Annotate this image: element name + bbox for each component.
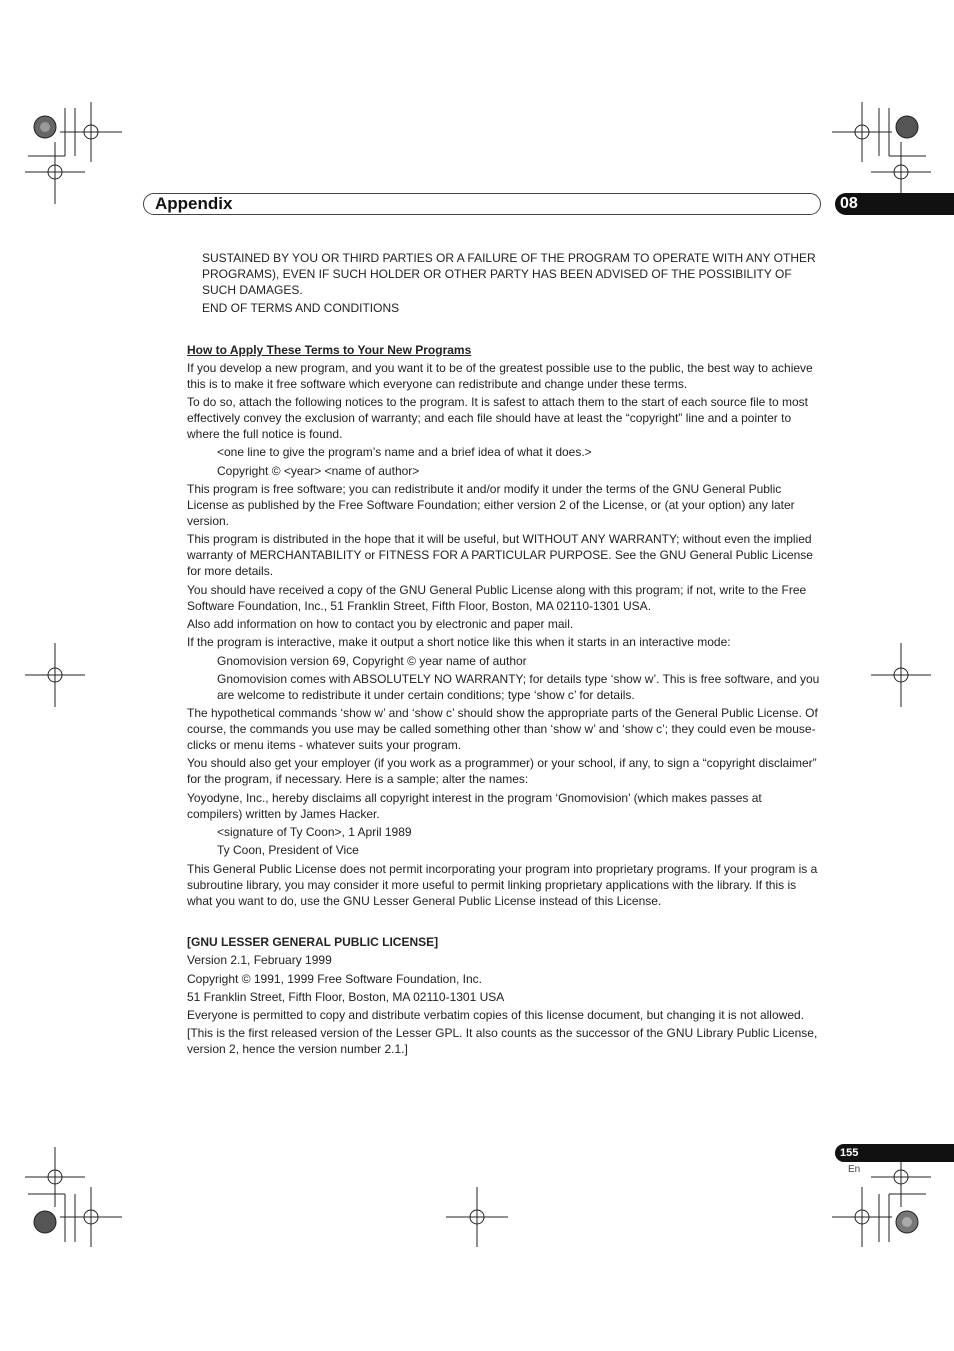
indented-line: <signature of Ty Coon>, 1 April 1989 xyxy=(217,825,412,840)
paragraph: You should also get your employer (if you work as a programmer) or your school, if any, to sign a “copyright disclaimer” for the program, if necessary. Here is a sample; alter the names: xyxy=(187,756,817,787)
paragraph: Also add information on how to contact you by electronic and paper mail. xyxy=(187,616,574,631)
indented-line: Copyright © <year> <name of author> xyxy=(217,463,420,478)
page-language: En xyxy=(848,1164,861,1175)
paragraph: Version 2.1, February 1999 xyxy=(187,953,332,968)
color-wheel-icon xyxy=(896,1211,918,1233)
crosshair-icon xyxy=(25,142,85,204)
paragraph: Copyright © 1991, 1999 Free Software Foundation, Inc. xyxy=(187,971,483,986)
crosshair-icon xyxy=(832,1187,892,1247)
paragraph: This program is free software; you can redistribute it and/or modify it under the terms of the GNU General Public License as published by the Free Software Foundation; either version 2 of the License, or (at your option) any later version. xyxy=(187,482,795,529)
paragraph: 51 Franklin Street, Fifth Floor, Boston, MA 02110-1301 USA xyxy=(187,989,505,1004)
paragraph: [This is the first released version of the Lesser GPL. It also counts as the successor of the GNU Library Public License, version 2, hence the version number 2.1.] xyxy=(187,1026,818,1057)
page-title: Appendix xyxy=(155,194,233,213)
terms-conclusion xyxy=(187,250,820,316)
color-wheel-icon xyxy=(896,116,918,138)
indented-line: Gnomovision comes with ABSOLUTELY NO WARRANTY; for details type ‘show w’. This is free software, and you are welcome to redistribute it under certain conditions; type ‘show c’ for details. xyxy=(217,671,820,702)
section-heading: How to Apply These Terms to Your New Programs xyxy=(187,342,472,357)
paragraph: The hypothetical commands ‘show w’ and ‘show c’ should show the appropriate parts of the General Public License. Of course, the commands you use may be called something other than ‘show w’ and ‘show c’; they could even be mouse-clicks or menu items - whatever suits your program. xyxy=(187,706,818,753)
paragraph: Yoyodyne, Inc., hereby disclaims all copyright interest in the program ‘Gnomovision’ (which makes passes at compilers) written by James Hacker. xyxy=(187,790,762,821)
paragraph: You should have received a copy of the GNU General Public License along with this program; if not, write to the Free Software Foundation, Inc., 51 Franklin Street, Fifth Floor, Boston, MA 02110-1301 USA. xyxy=(187,582,807,613)
color-wheel-icon xyxy=(34,1211,56,1233)
crosshair-icon xyxy=(871,643,931,707)
crosshair-icon xyxy=(446,1187,508,1247)
paragraph: SUSTAINED BY YOU OR THIRD PARTIES OR A FAILURE OF THE PROGRAM TO OPERATE WITH ANY OTHER PROGRAMS), EVEN IF SUCH HOLDER OR OTHER PARTY HAS BEEN ADVISED OF THE POSSIBILITY OF SUCH DAMAGES. xyxy=(202,251,816,297)
crosshair-icon xyxy=(60,102,122,162)
indented-line: Gnomovision version 69, Copyright © year name of author xyxy=(217,653,527,668)
indented-line: Ty Coon, President of Vice xyxy=(217,843,359,858)
paragraph: END OF TERMS AND CONDITIONS xyxy=(202,301,400,316)
section-heading: [GNU LESSER GENERAL PUBLIC LICENSE] xyxy=(187,934,439,949)
chapter-number: 08 xyxy=(840,195,858,212)
paragraph: To do so, attach the following notices to the program. It is safest to attach them to the start of each source file to most effectively convey the exclusion of warranty; and each file should have at least the “copyright” line and a pointer to where the full notice is found. xyxy=(187,395,808,442)
page-content xyxy=(187,250,820,1060)
crosshair-icon xyxy=(60,1187,122,1247)
crosshair-icon xyxy=(25,643,85,707)
page-number: 155 xyxy=(840,1147,859,1159)
crosshair-icon xyxy=(25,1147,85,1207)
paragraph: If the program is interactive, make it output a short notice like this when it starts in an interactive mode: xyxy=(187,635,731,650)
color-wheel-icon xyxy=(34,116,56,138)
paragraph: This program is distributed in the hope that it will be useful, but WITHOUT ANY WARRANTY; without even the implied warranty of MERCHANTABILITY or FITNESS FOR A PARTICULAR PURPOSE. See the GNU General Public License for more details. xyxy=(187,532,813,579)
paragraph: Everyone is permitted to copy and distribute verbatim copies of this license document, but changing it is not allowed. xyxy=(187,1008,804,1023)
header-bar xyxy=(143,193,821,215)
paragraph: This General Public License does not permit incorporating your program into proprietary programs. If your program is a subroutine library, you may consider it more useful to permit linking proprietary applications with the library. If this is what you want to do, use the GNU Lesser General Public License instead of this License. xyxy=(187,861,818,908)
indented-line: <one line to give the program’s name and a brief idea of what it does.> xyxy=(217,445,592,460)
paragraph: If you develop a new program, and you want it to be of the greatest possible use to the public, the best way to achieve this is to make it free software which everyone can redistribute and change under these terms. xyxy=(187,360,813,391)
crosshair-icon xyxy=(832,102,892,162)
